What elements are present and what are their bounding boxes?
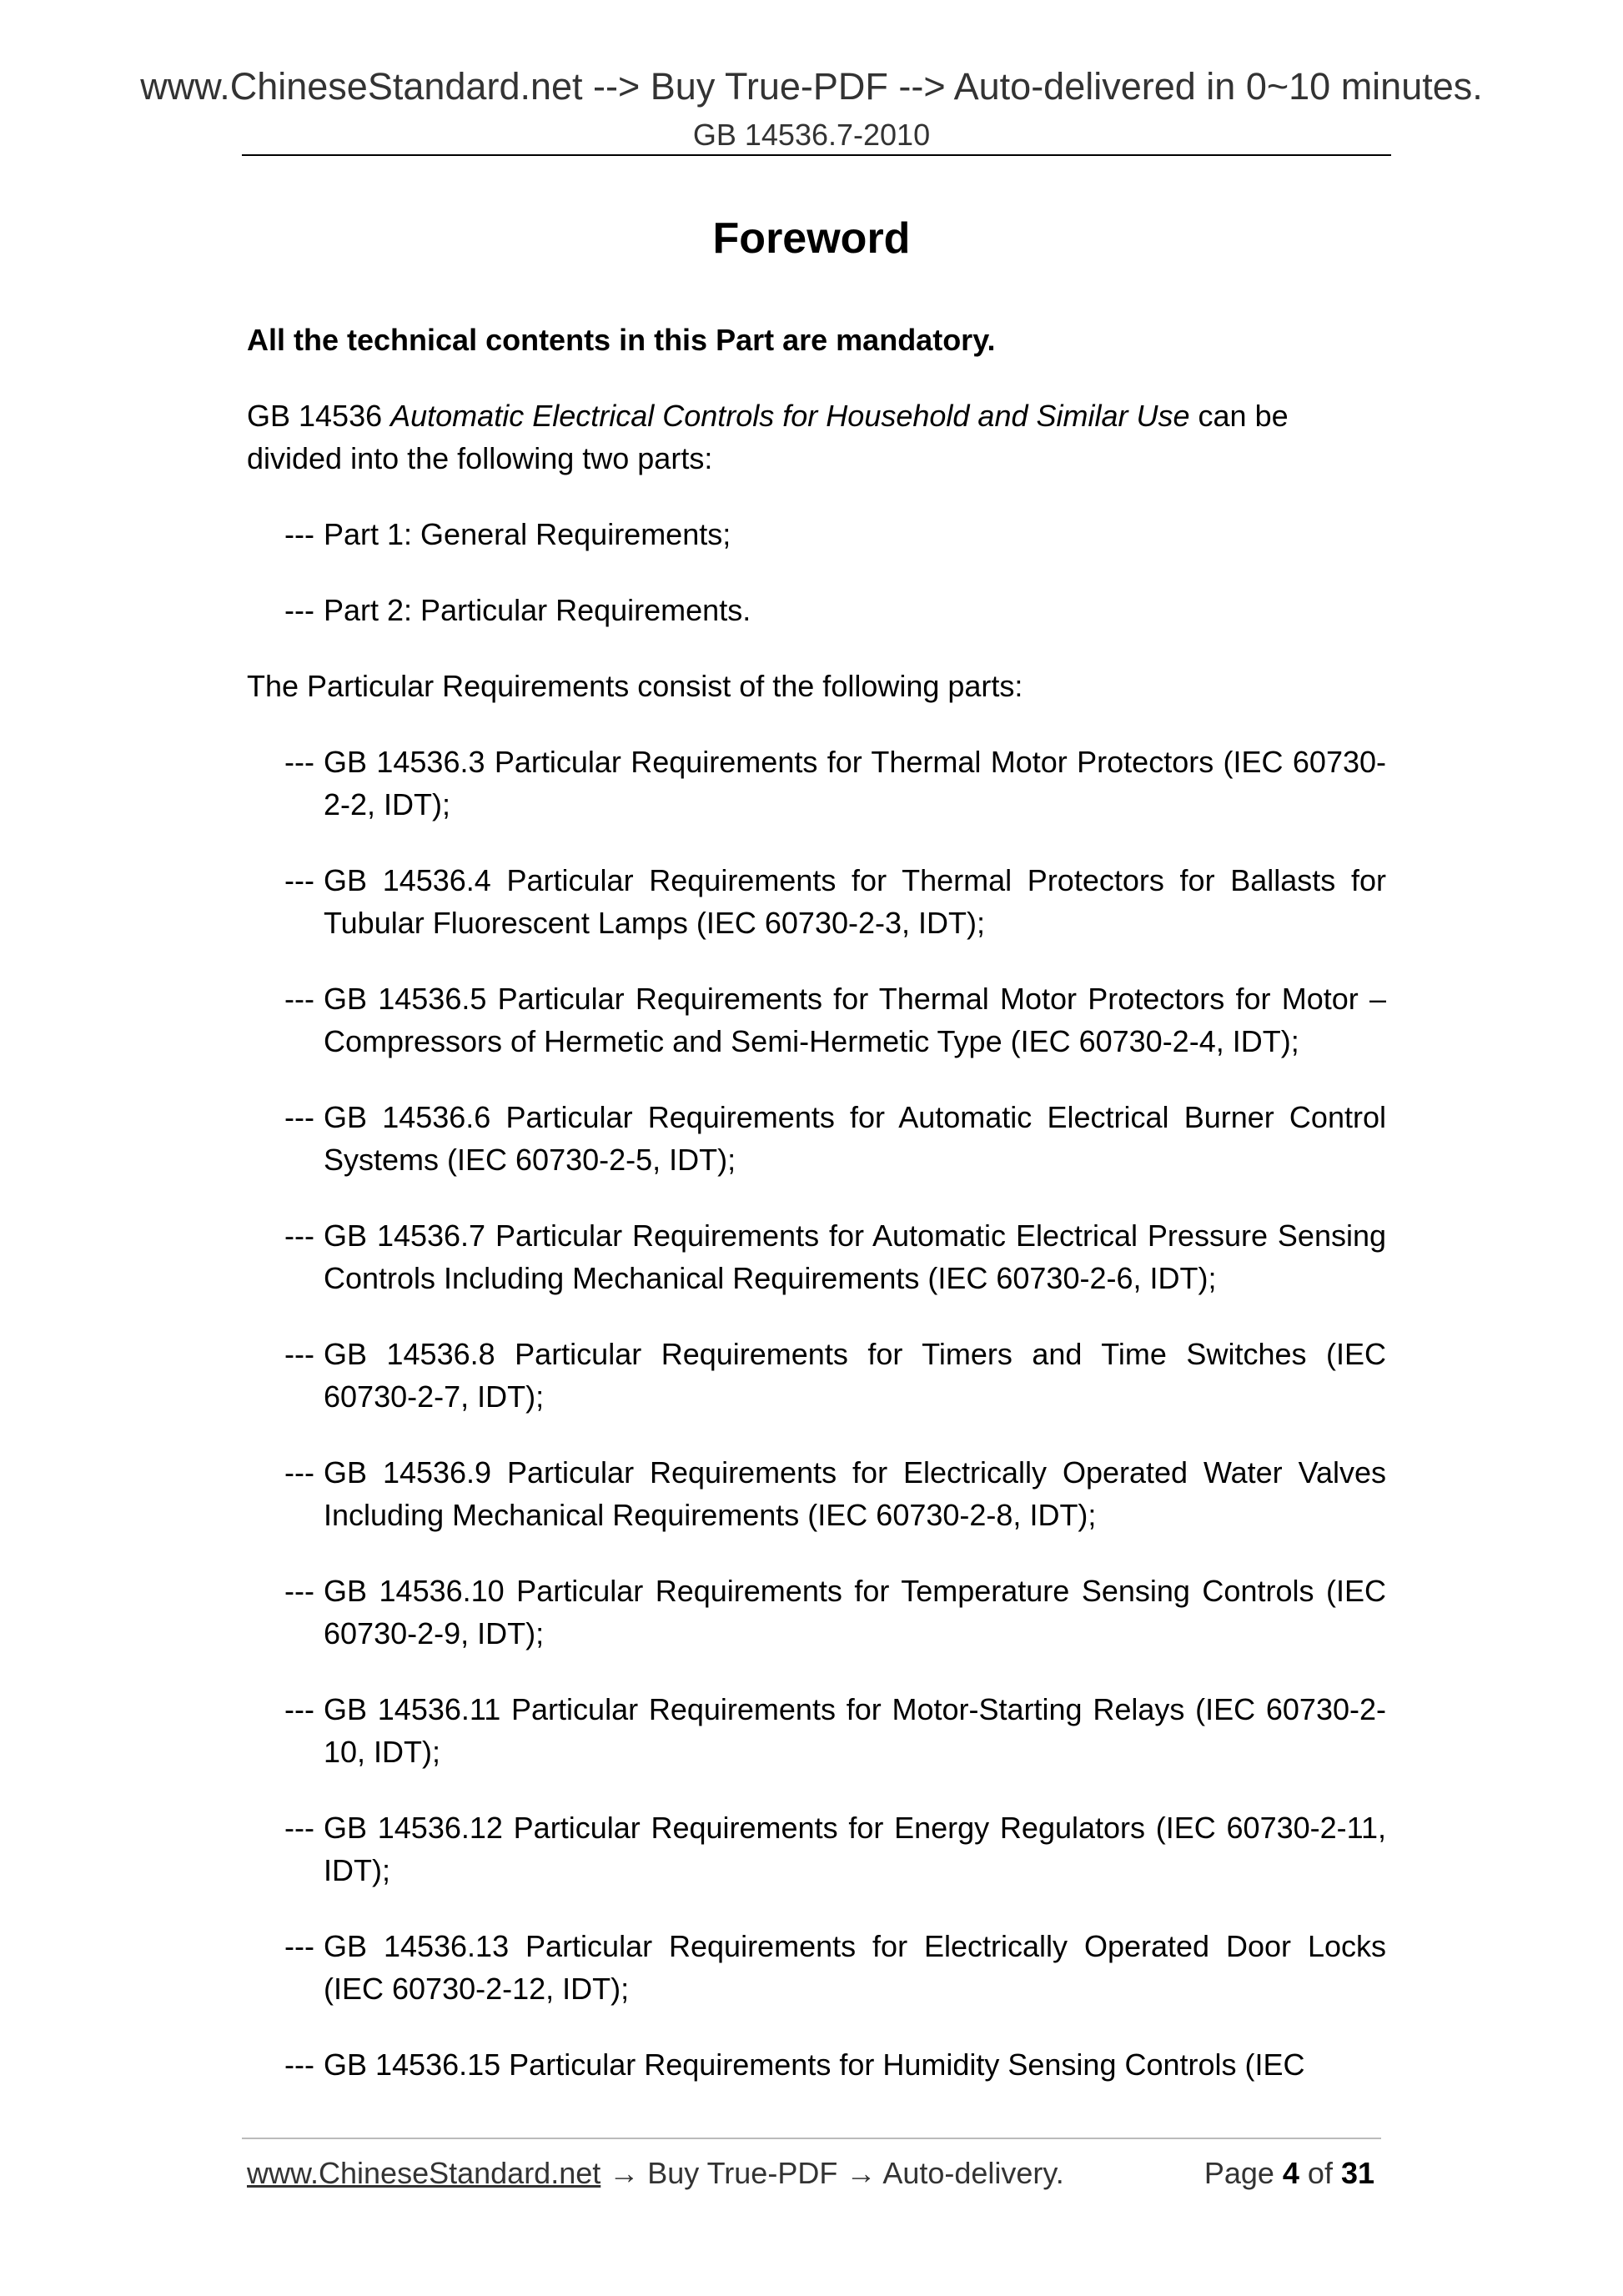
standard-title: Automatic Electrical Controls for Household and Similar Use bbox=[390, 399, 1190, 433]
list-dash: --- bbox=[284, 1218, 314, 1253]
list-dash: --- bbox=[284, 517, 314, 551]
list-item-text: GB 14536.15 Particular Requirements for Humidity Sensing Controls (IEC bbox=[324, 2047, 1305, 2082]
list-item bbox=[247, 513, 1386, 555]
list-item bbox=[247, 1214, 1386, 1299]
list-item bbox=[247, 977, 1386, 1063]
list-item-text: GB 14536.6 Particular Requirements for Automatic Electrical Burner Control Systems (IEC 60730-2-5, IDT); bbox=[324, 1100, 1386, 1177]
list-item bbox=[247, 1451, 1386, 1536]
list-item bbox=[247, 859, 1386, 944]
list-dash: --- bbox=[284, 2047, 314, 2082]
list-item bbox=[247, 1096, 1386, 1181]
list-item-text: GB 14536.7 Particular Requirements for Automatic Electrical Pressure Sensing Controls Including Mechanical Requirements (IEC 60730-2-6, IDT); bbox=[324, 1218, 1386, 1295]
list-item-text: GB 14536.12 Particular Requirements for Energy Regulators (IEC 60730-2-11, IDT); bbox=[324, 1811, 1386, 1887]
list-item bbox=[247, 2043, 1386, 2086]
intro-before: GB 14536 bbox=[247, 399, 391, 433]
page-title: Foreword bbox=[712, 214, 911, 263]
list-item bbox=[247, 1925, 1386, 2010]
list-dash: --- bbox=[284, 745, 314, 779]
list-item-text: GB 14536.13 Particular Requirements for Electrically Operated Door Locks (IEC 60730-2-12, IDT); bbox=[324, 1929, 1386, 2006]
list-item bbox=[247, 1688, 1386, 1773]
standard-number: GB 14536.7-2010 bbox=[692, 118, 931, 152]
list-dash: --- bbox=[284, 1574, 314, 1608]
footer-tagline: → Buy True-PDF → Auto-delivery. bbox=[600, 2156, 1064, 2190]
list-dash: --- bbox=[284, 1692, 314, 1726]
page-label: Page bbox=[1203, 2156, 1283, 2190]
list-item bbox=[247, 741, 1386, 826]
list-dash: --- bbox=[284, 1455, 314, 1490]
list-item-text: GB 14536.9 Particular Requirements for Electrically Operated Water Valves Including Mechanical Requirements (IEC 60730-2-8, IDT); bbox=[324, 1455, 1386, 1532]
document-body bbox=[247, 319, 1386, 2119]
list-item-text: Part 2: Particular Requirements. bbox=[324, 593, 751, 627]
list-dash: --- bbox=[284, 1811, 314, 1845]
page-indicator bbox=[1204, 2153, 1374, 2193]
list-dash: --- bbox=[284, 1337, 314, 1371]
page-of: of bbox=[1299, 2156, 1341, 2190]
list-item bbox=[247, 1806, 1386, 1892]
header-divider bbox=[242, 154, 1391, 156]
list-item-text: GB 14536.5 Particular Requirements for Thermal Motor Protectors for Motor – Compressors of Hermetic and Semi-Hermetic Type (IEC 60730-2-4, IDT); bbox=[324, 982, 1386, 1058]
list-item-text: GB 14536.8 Particular Requirements for Timers and Time Switches (IEC 60730-2-7, IDT); bbox=[324, 1337, 1386, 1414]
footer-site-link[interactable]: www.ChineseStandard.net bbox=[247, 2156, 601, 2190]
intro-after: can be divided into the following two parts: bbox=[247, 399, 1289, 475]
mandatory-statement: All the technical contents in this Part are mandatory. bbox=[247, 323, 996, 357]
list-item bbox=[247, 1570, 1386, 1655]
page-current: 4 bbox=[1282, 2156, 1299, 2190]
list-dash: --- bbox=[284, 1100, 314, 1134]
list-item-text: GB 14536.10 Particular Requirements for Temperature Sensing Controls (IEC 60730-2-9, IDT); bbox=[324, 1574, 1386, 1650]
site-banner: www.ChineseStandard.net --> Buy True-PDF --> Auto-delivered in 0~10 minutes. bbox=[140, 65, 1483, 108]
list-item-text: GB 14536.11 Particular Requirements for Motor-Starting Relays (IEC 60730-2-10, IDT); bbox=[324, 1692, 1386, 1769]
list-item-text: Part 1: General Requirements; bbox=[324, 517, 731, 551]
list-dash: --- bbox=[284, 593, 314, 627]
list-item-text: GB 14536.3 Particular Requirements for Thermal Motor Protectors (IEC 60730-2-2, IDT); bbox=[324, 745, 1386, 821]
intro-paragraph bbox=[247, 394, 1386, 480]
list-item-text: GB 14536.4 Particular Requirements for Thermal Protectors for Ballasts for Tubular Fluorescent Lamps (IEC 60730-2-3, IDT); bbox=[324, 863, 1386, 940]
list-item bbox=[247, 1333, 1386, 1418]
particular-intro: The Particular Requirements consist of the following parts: bbox=[247, 669, 1023, 703]
page-total: 31 bbox=[1340, 2156, 1374, 2190]
list-item bbox=[247, 589, 1386, 631]
list-dash: --- bbox=[284, 982, 314, 1016]
list-dash: --- bbox=[284, 863, 314, 897]
list-dash: --- bbox=[284, 1929, 314, 1963]
footer-divider bbox=[242, 2138, 1381, 2139]
footer-links bbox=[247, 2153, 1064, 2193]
